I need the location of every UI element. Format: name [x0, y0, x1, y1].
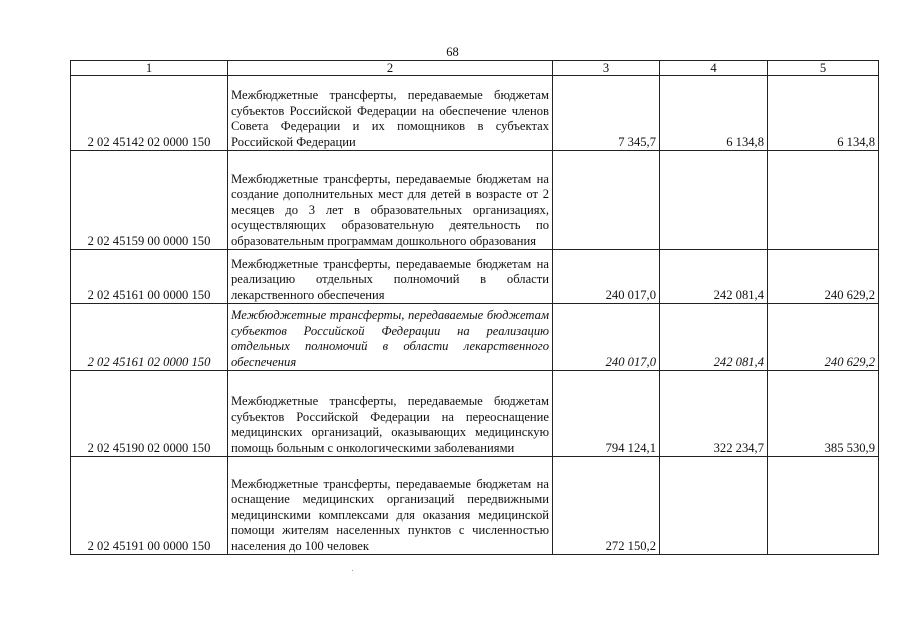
value-col4-cell: [660, 457, 768, 555]
column-header-1: 1: [71, 61, 228, 76]
value-col4-cell: [660, 151, 768, 250]
value-col4-cell: 322 234,7: [660, 371, 768, 457]
description-cell: Межбюджетные трансферты, передаваемые бюджетам на оснащение медицинских организаций передвижными медицинскими комплексами для оказания медицинской помощи жителям населенных пунктов с численностью населения до 100 человек: [228, 457, 553, 555]
revenue-code-cell: 2 02 45161 02 0000 150: [71, 304, 228, 371]
description-cell: Межбюджетные трансферты, передаваемые бюджетам субъектов Российской Федерации на реализацию отдельных полномочий в области лекарственного обеспечения: [228, 304, 553, 371]
table-row: [71, 371, 879, 457]
table-row: [71, 76, 879, 151]
revenue-code-cell: 2 02 45161 00 0000 150: [71, 250, 228, 304]
value-col4-cell: 242 081,4: [660, 304, 768, 371]
column-header-4: 4: [660, 61, 768, 76]
value-col5-cell: [768, 457, 879, 555]
revenue-code-cell: 2 02 45159 00 0000 150: [71, 151, 228, 250]
scan-speck: [352, 570, 353, 571]
table-row: [71, 304, 879, 371]
value-col5-cell: [768, 151, 879, 250]
value-col3-cell: 240 017,0: [553, 250, 660, 304]
value-col3-cell: [553, 151, 660, 250]
value-col5-cell: 240 629,2: [768, 250, 879, 304]
revenue-code-cell: 2 02 45190 02 0000 150: [71, 371, 228, 457]
revenue-code-cell: 2 02 45191 00 0000 150: [71, 457, 228, 555]
column-number-row: [71, 61, 879, 76]
page-number: 68: [446, 45, 459, 59]
value-col3-cell: 7 345,7: [553, 76, 660, 151]
revenue-code-cell: 2 02 45142 02 0000 150: [71, 76, 228, 151]
column-header-3: 3: [553, 61, 660, 76]
value-col3-cell: 240 017,0: [553, 304, 660, 371]
budget-revenue-table: [70, 60, 879, 555]
table-row: [71, 151, 879, 250]
value-col4-cell: 6 134,8: [660, 76, 768, 151]
description-cell: Межбюджетные трансферты, передаваемые бюджетам субъектов Российской Федерации на переоснащение медицинских организаций, оказывающих медицинскую помощь больным с онкологическими заболеваниями: [228, 371, 553, 457]
column-header-2: 2: [228, 61, 553, 76]
description-cell: Межбюджетные трансферты, передаваемые бюджетам на реализацию отдельных полномочий в области лекарственного обеспечения: [228, 250, 553, 304]
value-col5-cell: 385 530,9: [768, 371, 879, 457]
column-header-5: 5: [768, 61, 879, 76]
table-row: [71, 457, 879, 555]
description-cell: Межбюджетные трансферты, передаваемые бюджетам на создание дополнительных мест для детей в возрасте от 2 месяцев до 3 лет в образовательных организациях, осуществляющих образовательную деятельность по образовательным программам дошкольного образования: [228, 151, 553, 250]
value-col3-cell: 272 150,2: [553, 457, 660, 555]
value-col5-cell: 240 629,2: [768, 304, 879, 371]
description-cell: Межбюджетные трансферты, передаваемые бюджетам субъектов Российской Федерации на обеспечение членов Совета Федерации и их помощников в субъектах Российской Федерации: [228, 76, 553, 151]
value-col3-cell: 794 124,1: [553, 371, 660, 457]
value-col5-cell: 6 134,8: [768, 76, 879, 151]
table-row: [71, 250, 879, 304]
value-col4-cell: 242 081,4: [660, 250, 768, 304]
